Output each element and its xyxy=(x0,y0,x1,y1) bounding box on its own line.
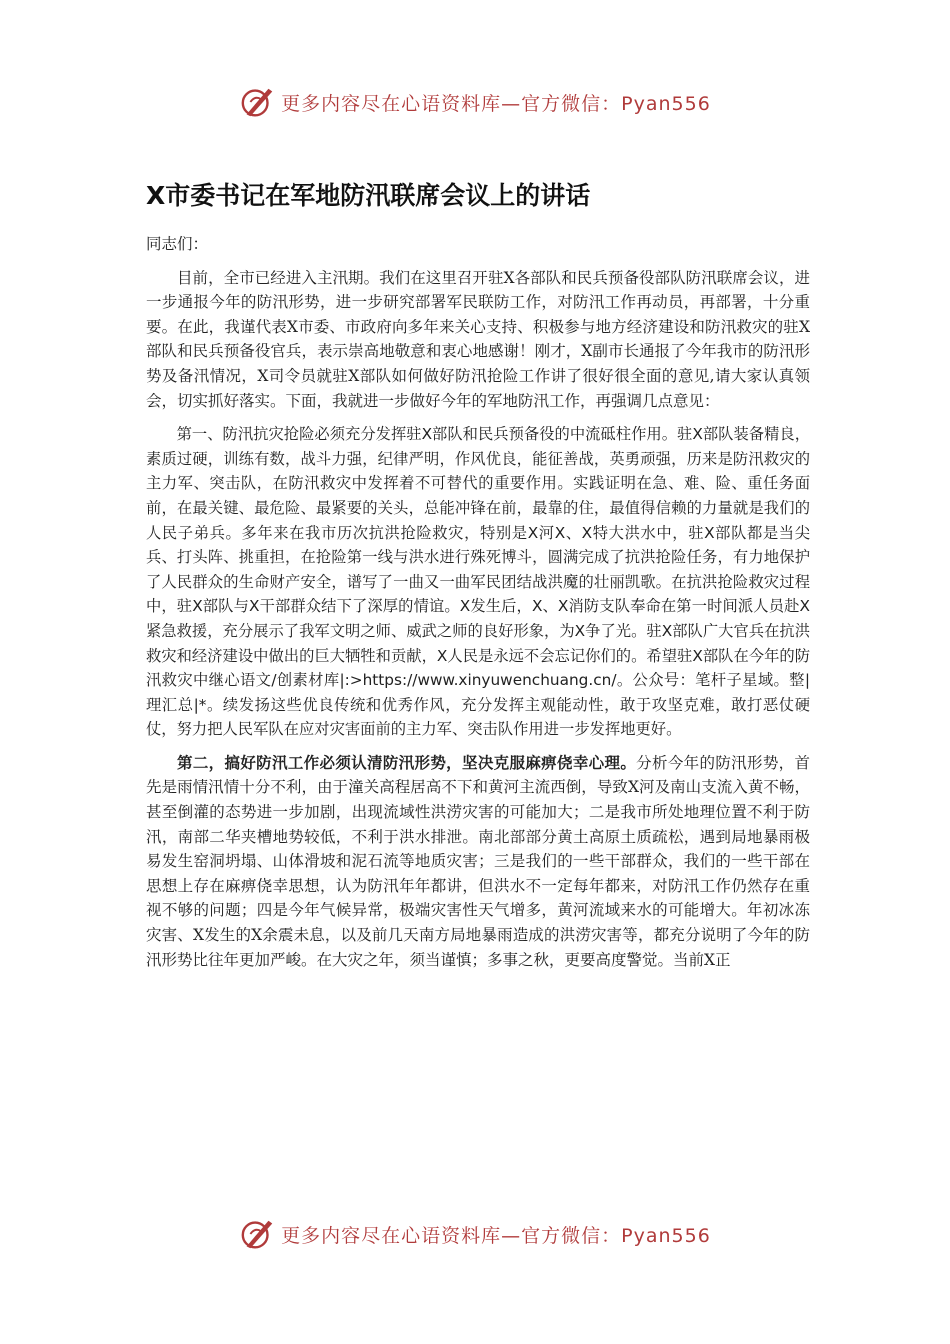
header-banner-text: 更多内容尽在心语资料库—官方微信：Pyan556 xyxy=(281,92,711,115)
pen-logo-icon xyxy=(239,1215,277,1253)
greeting: 同志们： xyxy=(146,235,209,253)
document-title: X市委书记在军地防汛联席会议上的讲话 xyxy=(146,181,591,210)
paragraph-2: 第一、防汛抗灾抢险必须充分发挥驻X部队和民兵预备役的中流砥柱作用。驻X部队装备精良，素质过硬，训练有数，战斗力强，纪律严明，作风优良，能征善战，英勇顽强，历来是防汛救灾的主力军、突击队，在防汛救灾中发挥着不可替代的重要作用。实践证明在急、难、险、重任务面前，在最关键、最危险、最紧要的关头，总能冲锋在前，最靠的住，最值得信赖的力量就是我们的人民子弟兵。多年来在我市历次抗洪抢险救灾，特别是X河X、X特大洪水中，驻X部队都是当尖兵、打头阵、挑重担，在抢险第一线与洪水进行殊死博斗，圆满完成了抗洪抢险任务，有力地保护了人民群众的生命财产安全，谱写了一曲又一曲军民团结战洪魔的壮丽凯歌。在抗洪抢险救灾过程中，驻X部队与X干部群众结下了深厚的情谊。X发生后，X、X消防支队奉命在第一时间派人员赴X紧急救援，充分展示了我军文明之师、威武之师的良好形象，为X争了光。驻X部队广大官兵在抗洪救灾和经济建设中做出的巨大牺牲和贡献，X人民是永远不会忘记你们的。希望驻X部队在今年的防汛救灾中继心语文/创素材库|:>https://www.xinyuwenchuang.cn/。公众号：笔杆子星域。整|理汇总|*。续发扬这些优良传统和优秀作风，充分发挥主观能动性，敢于攻坚克难，敢打恶仗硬仗，努力把人民军队在应对灾害面前的主力军、突击队作用进一步发挥地更好。 xyxy=(146,425,810,739)
pen-logo-icon xyxy=(239,83,277,121)
footer-banner-text: 更多内容尽在心语资料库—官方微信：Pyan556 xyxy=(281,1224,711,1247)
paragraph-3-lead: 第二，搞好防汛工作必须认清防汛形势，坚决克服麻痹侥幸心理。 xyxy=(177,752,637,772)
paragraph-3 xyxy=(146,751,810,972)
footer-banner xyxy=(0,1212,950,1256)
paragraph-1: 目前，全市已经进入主汛期。我们在这里召开驻X各部队和民兵预备役部队防汛联席会议，进一步通报今年的防汛形势，进一步研究部署军民联防工作，对防汛工作再动员，再部署，十分重要。在此，我谨代表X市委、市政府向多年来关心支持、积极参与地方经济建设和防汛救灾的驻X部队和民兵预备役官兵，表示崇高地敬意和衷心地感谢！刚才，X副市长通报了今年我市的防汛形势及备汛情况，X司令员就驻X部队如何做好防汛抢险工作讲了很好很全面的意见,请大家认真领会，切实抓好落实。下面，我就进一步做好今年的军地防汛工作，再强调几点意见： xyxy=(146,268,810,410)
paragraph-3-body: 分析今年的防汛形势，首先是雨情汛情十分不利，由于潼关高程居高不下和黄河主流西倒，导致X河及南山支流入黄不畅，甚至倒灌的态势进一步加剧，出现流域性洪涝灾害的可能加大；二是我市所处地理位置不利于防汛，南部二华夹槽地势较低，不利于洪水排泄。南北部部分黄土高原土质疏松，遇到局地暴雨极易发生窑洞坍塌、山体滑坡和泥石流等地质灾害；三是我们的一些干部群众，我们的一些干部在思想上存在麻痹侥幸思想，认为防汛年年都讲，但洪水不一定每年都来，对防汛工作仍然存在重视不够的问题；四是今年气候异常，极端灾害性天气增多，黄河流域来水的可能增大。年初冰冻灾害、X发生的X余震未息，以及前几天南方局地暴雨造成的洪涝灾害等，都充分说明了今年的防汛形势比往年更加严峻。在大灾之年，须当谨慎；多事之秋，更要高度警觉。当前X正 xyxy=(146,753,810,969)
document-body xyxy=(146,232,810,981)
header-banner xyxy=(0,80,950,124)
